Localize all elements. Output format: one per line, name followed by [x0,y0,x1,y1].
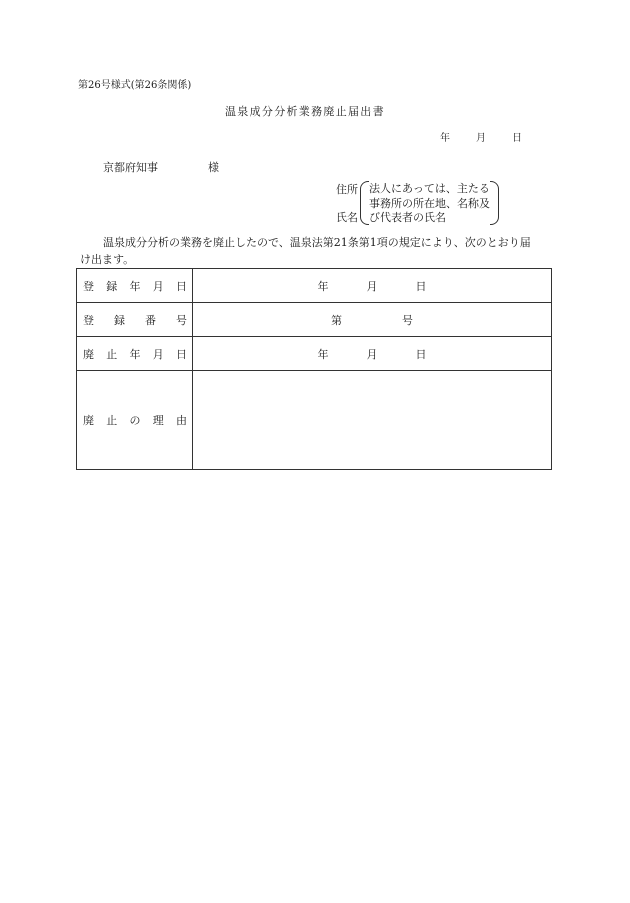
label-char: 録 [114,313,125,327]
applicant-note-line: 事務所の所在地、名称及 [369,197,490,210]
label-char: 月 [152,347,164,361]
label-char: 止 [106,347,118,361]
value-part: 年 [317,279,329,293]
label-char: 録 [106,279,118,293]
value-part: 年 [317,347,329,361]
submission-date [440,133,522,145]
value-part: 月 [366,279,378,293]
table-row-label [77,337,193,371]
name-label: 氏名 [336,211,358,224]
date-day: 日 [512,133,522,144]
bracket-left [360,181,369,225]
label-char: 登 [83,313,94,327]
value-part: 月 [366,347,378,361]
body-text-line: け出ます。 [80,253,135,266]
bracket-right [490,181,499,225]
label-char: 年 [129,347,141,361]
label-char: 登 [83,279,94,293]
label-char: 理 [152,414,164,427]
label-char: 由 [176,414,187,427]
label-char: 廃 [83,414,94,427]
addressee-name: 京都府知事 [103,161,158,174]
label-char: 番 [145,313,156,327]
table-row-abolition-date [77,337,552,371]
table-row-label [77,303,193,337]
value-part: 第 [331,313,342,327]
label-char: の [129,414,141,427]
table-row-label [77,371,193,470]
label-char: 月 [152,279,164,293]
table-row-registration-number [77,303,552,337]
label-char: 止 [106,414,118,427]
label-char: 年 [129,279,141,293]
date-month: 月 [476,133,486,144]
value-part: 日 [415,347,427,361]
applicant-note-line: び代表者の氏名 [369,211,446,224]
date-year: 年 [440,133,450,144]
table-row-registration-date [77,269,552,303]
value-part: 日 [415,279,427,293]
label-char: 廃 [83,347,94,361]
details-table [76,268,552,470]
label-char: 日 [176,279,187,293]
body-text-line: 温泉成分分析の業務を廃止したので、温泉法第21条第1項の規定により、次のとおり届 [103,236,531,249]
address-label: 住所 [336,183,358,196]
table-row-label [77,269,193,303]
form-number: 第26号様式(第26条関係) [78,80,192,91]
registration-number-field[interactable] [193,303,552,337]
label-char: 日 [176,347,187,361]
label-char: 号 [176,313,187,327]
abolition-reason-field[interactable] [193,371,552,470]
document-title: 温泉成分分析業務廃止届出書 [225,105,385,118]
table-row-abolition-reason [77,371,552,470]
addressee-honorific: 様 [208,161,219,174]
applicant-note-line: 法人にあっては、主たる [369,182,490,195]
registration-date-field[interactable] [193,269,552,303]
value-part: 号 [402,313,413,327]
abolition-date-field[interactable] [193,337,552,371]
